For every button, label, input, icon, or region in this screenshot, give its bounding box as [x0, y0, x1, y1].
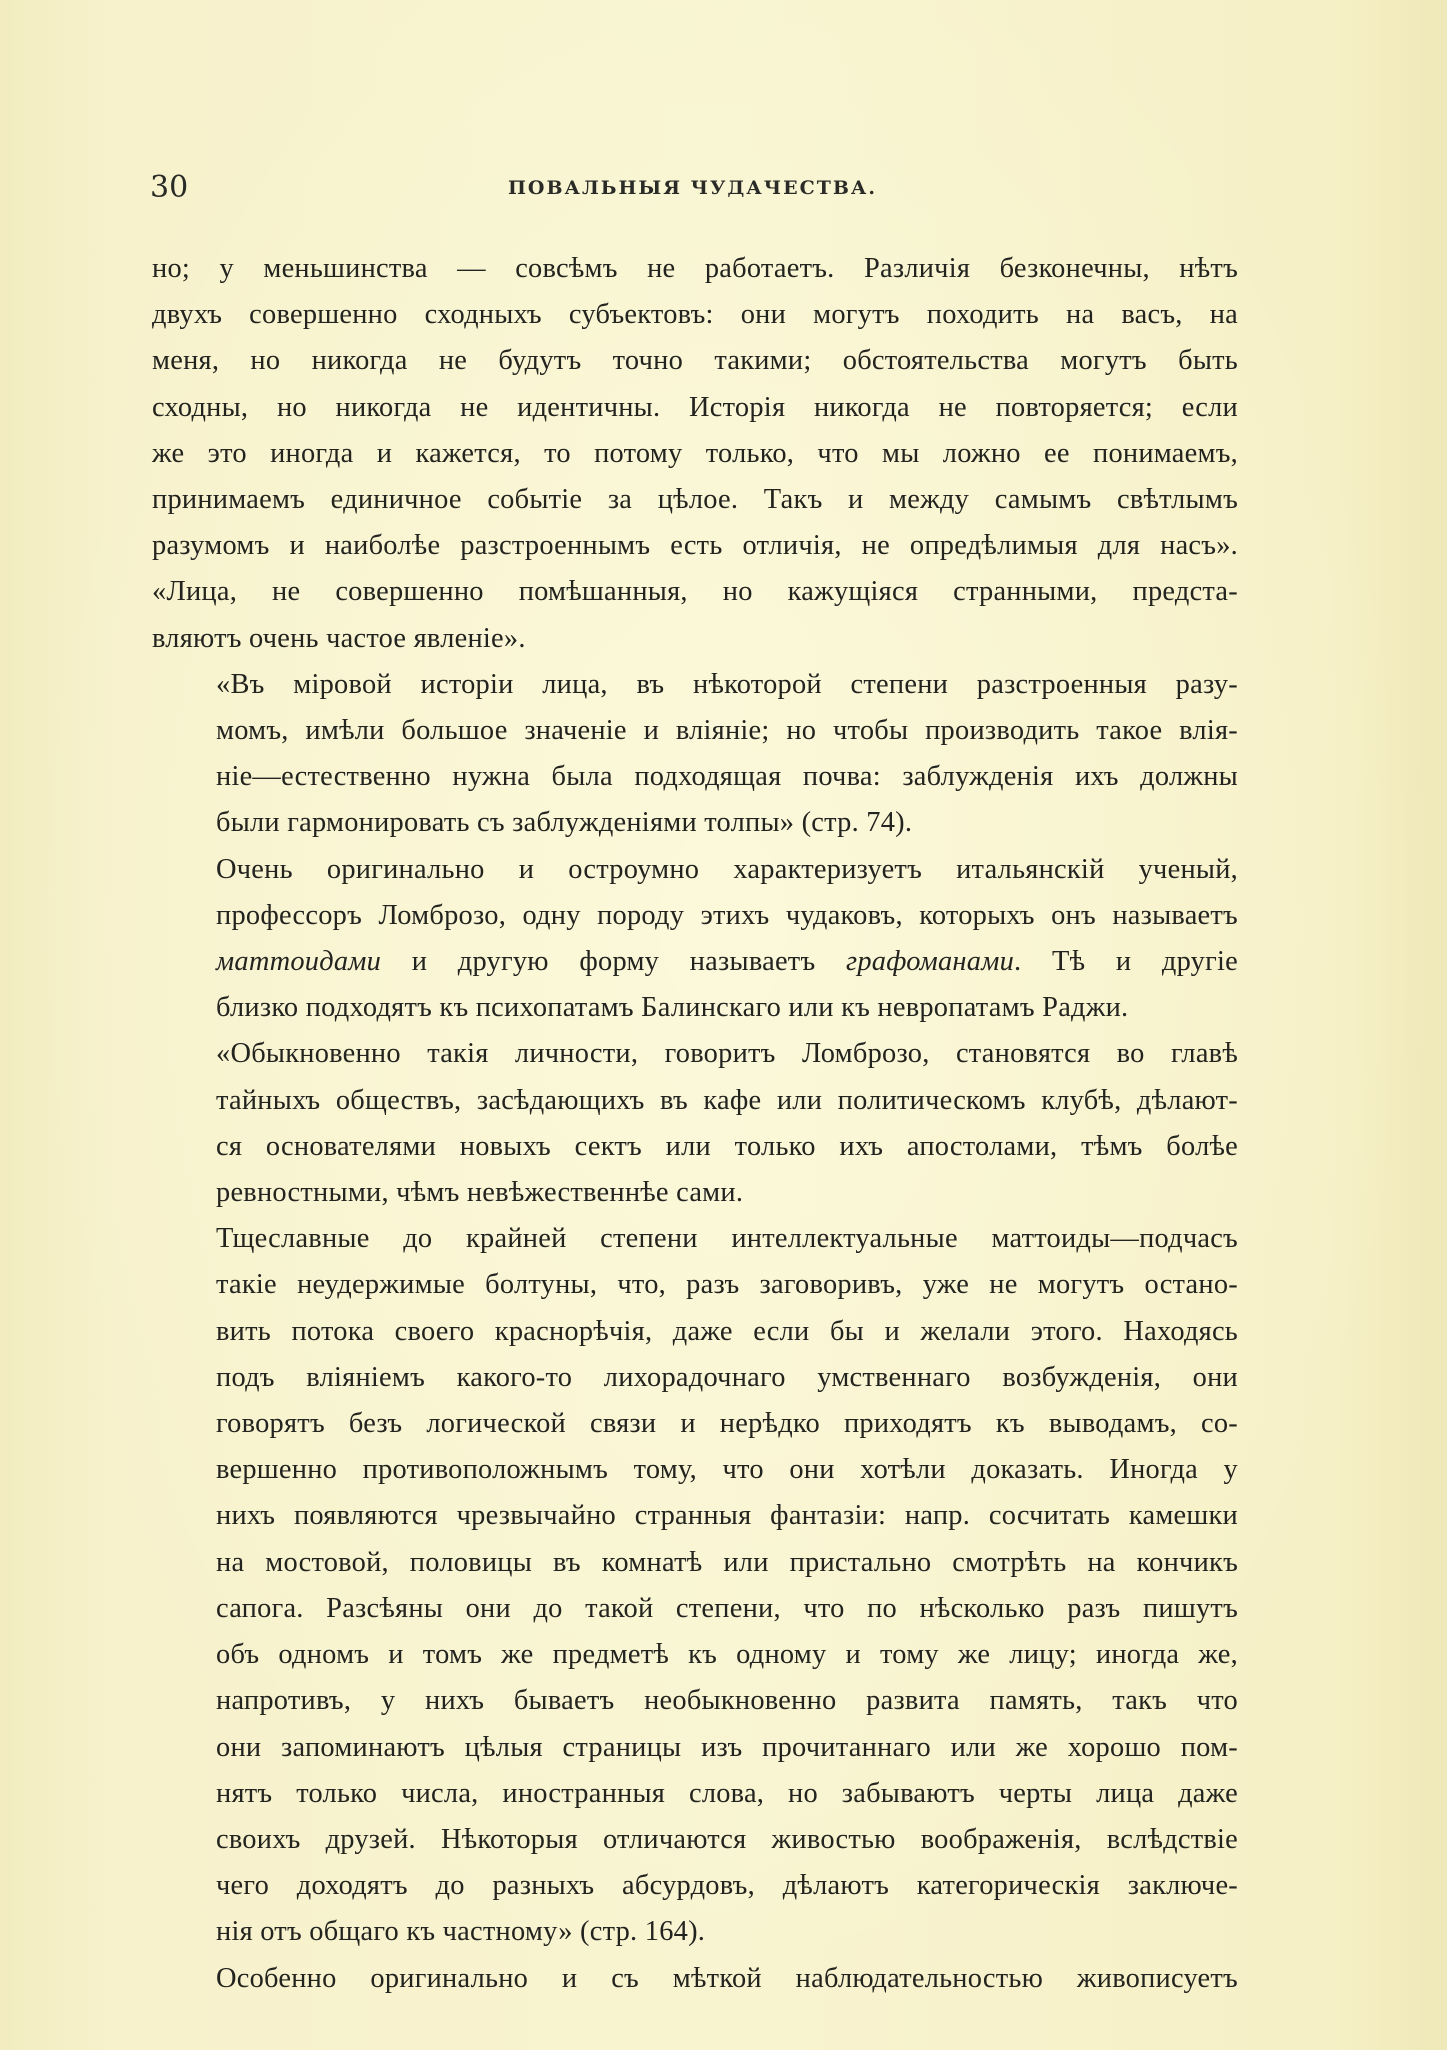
paragraph — [152, 847, 1238, 1032]
text-line: разумомъ и наиболѣе разстроеннымъ есть отличія, не опредѣлимыя для насъ». — [152, 530, 1238, 562]
text-line: чего доходятъ до разныхъ абсурдовъ, дѣлаютъ категорическія заключе- — [216, 1870, 1238, 1902]
text-line: напротивъ, у нихъ бываетъ необыкновенно развита память, такъ что — [216, 1685, 1238, 1717]
text-line: нихъ появляются чрезвычайно странныя фантазіи: напр. сосчитать камешки — [216, 1500, 1238, 1532]
body-text — [152, 246, 1238, 2002]
text-line: но; у меньшинства — совсѣмъ не работаетъ. Различія безконечны, нѣтъ — [152, 253, 1238, 284]
text-line: же это иногда и кажется, то потому только, что мы ложно ее понимаемъ, — [152, 437, 1238, 469]
text-line: «Лица, не совершенно помѣшанныя, но кажущіяся странными, предста- — [152, 576, 1238, 608]
text-line: ся основателями новыхъ сектъ или только ихъ апостолами, тѣмъ болѣе — [216, 1130, 1238, 1162]
text-line: момъ, имѣли большое значеніе и вліяніе; но чтобы производить такое влія- — [216, 715, 1238, 747]
text-line: нія отъ общаго къ частному» (стр. 164). — [216, 1916, 706, 1948]
text-line: такіе неудержимые болтуны, что, разъ заговоривъ, уже не могутъ остано- — [216, 1269, 1238, 1301]
running-header — [150, 168, 1235, 208]
paragraph — [152, 246, 1238, 662]
text-line: принимаемъ единичное событіе за цѣлое. Такъ и между самымъ свѣтлымъ — [152, 484, 1238, 516]
emphasis-graphomaniacs: графоманами — [846, 946, 1015, 978]
running-title: ПОВАЛЬНЫЯ ЧУДАЧЕСТВА. — [507, 177, 878, 199]
text-line: меня, но никогда не будутъ точно такими; обстоятельства могутъ быть — [152, 345, 1238, 377]
paragraph — [152, 1216, 1238, 1955]
text-line: вляютъ очень частое явленіе». — [152, 622, 526, 654]
text-line: тайныхъ обществъ, засѣдающихъ въ кафе или политическомъ клубѣ, дѣлают- — [216, 1084, 1238, 1116]
emphasis-mattoids: маттоидами — [216, 946, 382, 978]
text-line: объ одномъ и томъ же предметѣ къ одному и тому же лицу; иногда же, — [216, 1639, 1238, 1671]
text-line: были гармонировать съ заблужденіями толпы» (стр. 74). — [216, 807, 913, 839]
text-line: подъ вліяніемъ какого-то лихорадочнаго умственнаго возбужденія, они — [216, 1361, 1238, 1393]
paragraph — [152, 662, 1238, 847]
text-line: на мостовой, половицы въ комнатѣ или пристально смотрѣть на кончикъ — [216, 1546, 1238, 1578]
paragraph — [152, 1031, 1238, 1216]
text-line: вершенно противоположнымъ тому, что они хотѣли доказать. Иногда у — [216, 1454, 1238, 1486]
text-line: сапога. Разсѣяны они до такой степени, что по нѣсколько разъ пишутъ — [216, 1592, 1238, 1624]
text-line: сходны, но никогда не идентичны. Исторія никогда не повторяется; если — [152, 391, 1238, 423]
text-line: они запоминаютъ цѣлыя страницы изъ прочитаннаго или же хорошо пом- — [216, 1731, 1238, 1763]
text-line-with-emphasis: маттоидами и другую форму называетъ графоманами. Тѣ и другіе — [216, 946, 1238, 978]
page-number: 30 — [150, 170, 189, 205]
text-line: нятъ только числа, иностранныя слова, но забываютъ черты лица даже — [216, 1777, 1238, 1809]
text-line: Тщеславные до крайней степени интеллектуальные маттоиды—подчасъ — [216, 1223, 1238, 1255]
text-line: ревностными, чѣмъ невѣжественнѣе сами. — [216, 1177, 744, 1209]
text-line: своихъ друзей. Нѣкоторыя отличаются живостью воображенія, вслѣдствіе — [216, 1823, 1238, 1855]
text-line: Очень оригинально и остроумно характеризуетъ итальянскій ученый, — [216, 853, 1238, 885]
paragraph — [152, 1956, 1238, 2002]
text-line: ніе—естественно нужна была подходящая почва: заблужденія ихъ должны — [216, 761, 1238, 793]
text-line: близко подходятъ къ психопатамъ Балинскаго или къ невропатамъ Раджи. — [216, 992, 1129, 1024]
text-line: двухъ совершенно сходныхъ субъектовъ: они могутъ походить на васъ, на — [152, 299, 1238, 331]
text-line: вить потока своего краснорѣчія, даже если бы и желали этого. Находясь — [216, 1315, 1238, 1347]
text-line: говорятъ безъ логической связи и нерѣдко приходятъ къ выводамъ, со- — [216, 1408, 1238, 1440]
text-line: профессоръ Ломброзо, одну породу этихъ чудаковъ, которыхъ онъ называетъ — [216, 899, 1238, 931]
text-line: «Въ міровой исторіи лица, въ нѣкоторой степени разстроенныя разу- — [216, 668, 1238, 700]
text-line: Особенно оригинально и съ мѣткой наблюдательностью живописуетъ — [216, 1962, 1238, 1994]
text-line: «Обыкновенно такія личности, говоритъ Ломброзо, становятся во главѣ — [216, 1038, 1238, 1070]
